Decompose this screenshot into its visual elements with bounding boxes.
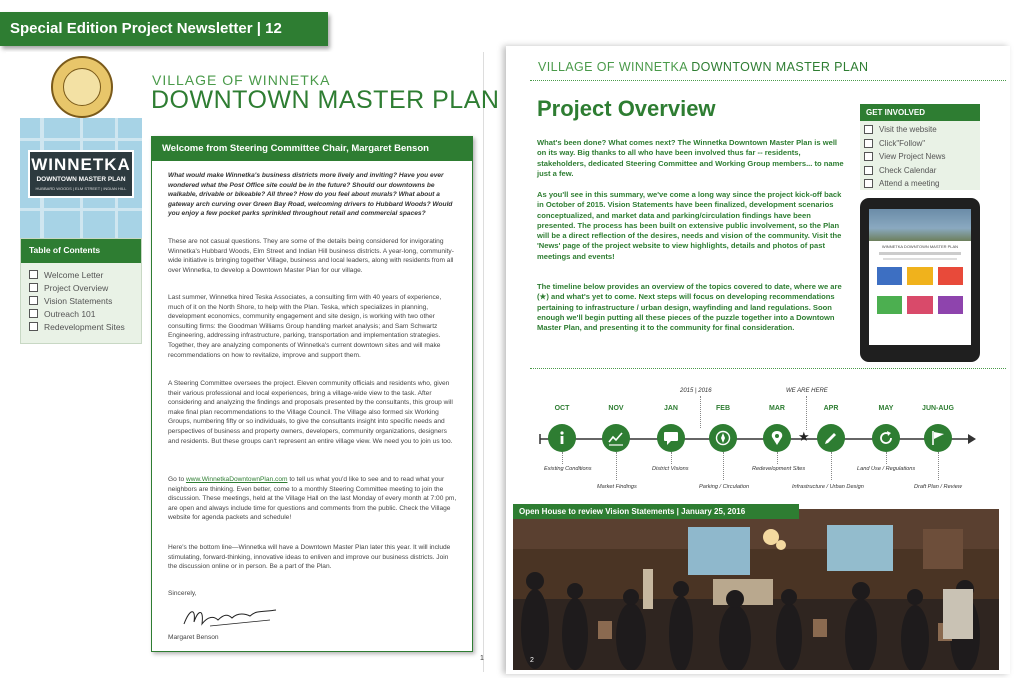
tablet-mockup	[860, 198, 980, 362]
signature	[180, 602, 280, 634]
village-seal	[51, 56, 113, 118]
timeline-label: Draft Plan / Review	[914, 484, 962, 490]
here-marker: WE ARE HERE	[786, 388, 828, 394]
timeline-label: District Visions	[652, 466, 689, 472]
section-title: Project Overview	[537, 96, 716, 121]
timeline-month: NOV	[608, 405, 624, 412]
timeline-month: MAR	[769, 405, 785, 412]
overview-paragraph: What's been done? What comes next? The Winnetka Downtown Master Plan is well on its way. Big thanks to all who have been involved thus far -- residents, stakeholders, dedicated Steering Committee and Working Group members... to name just a few.	[537, 138, 844, 178]
get-involved-item: Click"Follow"	[860, 137, 980, 151]
chart-icon	[602, 424, 630, 452]
timeline-month: MAY	[878, 405, 894, 412]
timeline-month: JAN	[663, 405, 678, 412]
table-of-contents	[20, 238, 142, 344]
overview-paragraph: The timeline below provides an overview of the topics covered to date, where we are (★) and what's yet to come. Next steps will focus on developing recommendations pertaining to infrastructure / urban design, wayfinding and land regulations. Soon enough we'll begin putting all these pieces of the puzzle together into a Downtown Master Plan, and presenting it to the community for final consideration.	[537, 282, 842, 333]
letter-heading: Welcome from Steering Committee Chair, Margaret Benson	[152, 137, 472, 161]
page2-header: VILLAGE OF WINNETKA DOWNTOWN MASTER PLAN	[538, 60, 869, 74]
get-involved-box	[860, 104, 980, 190]
get-involved-item: Visit the website	[860, 123, 980, 137]
get-involved-item: View Project News	[860, 150, 980, 164]
photo-caption: Open House to review Vision Statements | January 25, 2016	[513, 504, 799, 519]
timeline-label: Existing Conditions	[544, 466, 592, 472]
letter-paragraph: These are not casual questions. They are some of the details being considered for invigorating Winnetka's Hubbard Woods, Elm Street and Indian Hill business districts. A year-long, community-wide initiative is bringing together Village, business and local leaders, along with residents from all over Winnetka, to develop a Downtown Master Plan for our village.	[168, 238, 454, 274]
letter-paragraph: Here's the bottom line—Winnetka will have a Downtown Master Plan later this year. It will include stimulating, forward-thinking, innovative ideas to enliven and improve our business districts. Join the discussion online or in person. Be a part of the Plan.	[168, 544, 451, 571]
speech-bubble-icon	[657, 424, 685, 452]
timeline-label: Parking / Circulation	[699, 484, 750, 490]
newsletter-banner: Special Edition Project Newsletter | 12	[0, 12, 328, 46]
letter-closing: Sincerely,	[168, 590, 197, 597]
open-house-photo	[513, 509, 999, 670]
toc-item: Vision Statements	[21, 294, 141, 307]
winnetka-logo: WINNETKA DOWNTOWN MASTER PLAN HUBBARD WOODS | ELM STREET | INDIAN HILL	[28, 150, 134, 198]
village-name: VILLAGE OF WINNETKA	[152, 72, 331, 88]
website-hero-image	[869, 209, 971, 241]
timeline-month: FEB	[716, 405, 730, 412]
refresh-icon	[872, 424, 900, 452]
toc-item: Project Overview	[21, 281, 141, 294]
plan-title: DOWNTOWN MASTER PLAN	[151, 86, 500, 114]
timeline-label: Market Findings	[597, 484, 637, 490]
letter-paragraph: Last summer, Winnetka hired Teska Associates, a consulting firm with 40 years of experience, much of it on the North Shore, to help with the Plan. Teska, which specializes in planning, development economics, community engagement and site design, is working with two other consulting firms: the Goodman Williams Group handling market analysis; and Sam Schwartz Engineering, addressing infrastructure, parking, transportation and implementation strategies. Together, they are analyzing components of Winnetka's current downtown sites and will make recommendations on how to revitalize, improve and support them.	[168, 294, 442, 359]
pencil-icon	[817, 424, 845, 452]
toc-item: Redevelopment Sites	[21, 320, 141, 333]
current-position-star-icon: ★	[798, 429, 810, 444]
toc-item: Outreach 101	[21, 307, 141, 320]
page-number: 2	[530, 657, 534, 664]
toc-item: Welcome Letter	[21, 268, 141, 281]
letter-paragraph: A Steering Committee oversees the project. Eleven community officials and residents who, given their various professional and local experiences, bring a village-wide view to the task. After considering and analyzing the findings and proposals presented by the consultants, this group will make final plan recommendations to the Village Council. The Village also formed six Working Groups, numbering fifty or so individuals, to give the consultants insight into specific needs and perspectives of business and property owners, developers, community organizations, designers and residents. But these groups can't represent an entire village view. We need you to join us too.	[168, 380, 453, 445]
toc-heading: Table of Contents	[21, 239, 141, 263]
timeline-label: Infrastructure / Urban Design	[792, 484, 864, 490]
divider	[530, 80, 1006, 81]
flag-icon	[924, 424, 952, 452]
get-involved-heading: GET INVOLVED	[860, 104, 980, 121]
timeline-month: JUN-AUG	[922, 405, 954, 412]
page-number: 1	[480, 655, 484, 662]
website-link[interactable]: www.WinnetkaDowntownPlan.com	[185, 476, 288, 483]
get-involved-item: Attend a meeting	[860, 177, 980, 191]
year-marker: 2015 | 2016	[680, 388, 712, 394]
map-pin-icon	[763, 424, 791, 452]
timeline-label: Redevelopment Sites	[752, 466, 806, 472]
timeline-month: APR	[823, 405, 839, 412]
letter-signer: Margaret Benson	[168, 634, 219, 641]
timeline-label: Land Use / Regulations	[857, 466, 916, 472]
get-involved-item: Check Calendar	[860, 164, 980, 178]
welcome-letter	[151, 136, 473, 652]
overview-paragraph: As you'll see in this summary, we've come a long way since the project kick-off back in October of 2015. Vision Statements have been finalized, development scenarios conceptualized, and market data and parking/circulation findings have been presented. The process has been built on extensive public involvement, so the Plan will be a direct reflection of the desires, needs and vision of the community. Visit the 'News' page of the project website to view highlights, details and photos of past meetings and events!	[537, 190, 842, 261]
info-icon	[548, 424, 576, 452]
tablet-site-title: WINNETKA DOWNTOWN MASTER PLAN	[881, 244, 959, 249]
letter-paragraph: Go to www.WinnetkaDowntownPlan.com to tell us what you'd like to see and to read what your neighbors are thinking. Even better, come to a monthly Steering Committee meeting to join the discussion. These meetings, held at the Village Hall on the last Monday of every month at 7:00 pm, are open and always include time for questions and comments from the public. Check the Village website for agenda packets and schedule!	[168, 476, 457, 522]
compass-icon	[709, 424, 737, 452]
divider	[530, 368, 1006, 369]
timeline-month: OCT	[554, 405, 570, 412]
letter-intro: What would make Winnetka's business districts more lively and inviting? Have you ever wondered what the Post Office site could be in the future? Should our downtowns be walkable, drivable or bikeable? All three? How do you feel about murals? What about a gateway arch curving over Green Bay Road, welcoming drivers to Hubbard Woods? Would you enjoy a few pocket parks sprinkled throughout retail and commercial spaces?	[168, 172, 453, 218]
